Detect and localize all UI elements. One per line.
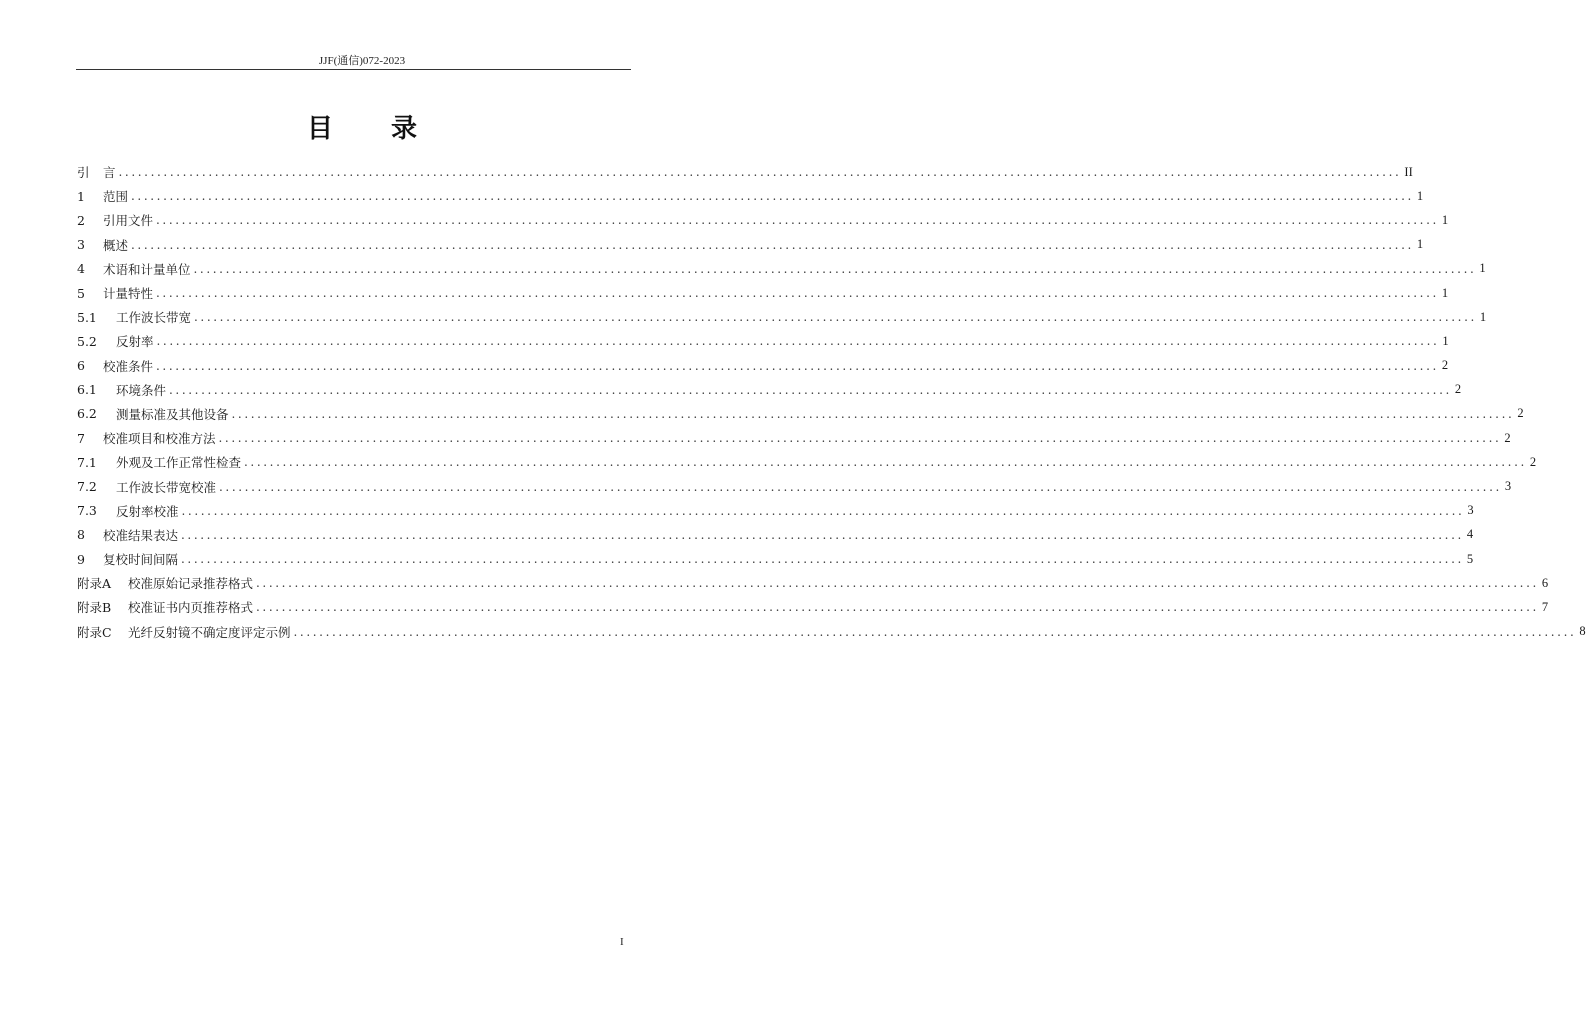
toc-leader-dots: ........................................................................................................................................................................................................ (156, 358, 1439, 373)
toc-item-number: 5 (77, 285, 85, 301)
toc-item-number: 7.2 (77, 479, 97, 495)
toc-item-title: 校准结果表达 (103, 527, 179, 543)
toc-item-title: 工作波长带宽校准 (116, 479, 217, 495)
toc-item[interactable] (77, 184, 1424, 208)
toc-item-page: 7 (1541, 599, 1549, 614)
toc-leader-dots: ........................................................................................................................................................................................................ (156, 213, 1439, 228)
toc-item-title: 计量特性 (103, 286, 154, 302)
toc-leader-dots: ........................................................................................................................................................................................................ (118, 165, 1402, 180)
toc-item[interactable] (77, 233, 1424, 257)
toc-item-number: 6.1 (77, 382, 97, 398)
toc-leader-dots: ........................................................................................................................................................................................................ (256, 600, 1539, 615)
toc-item-title: 校准项目和校准方法 (103, 431, 216, 447)
toc-item-number: 7 (77, 430, 85, 446)
toc-item-page: 1 (1441, 212, 1449, 227)
toc-item-number: 1 (77, 188, 85, 204)
toc-item-title: 概述 (103, 237, 129, 253)
toc-item-page: II (1404, 164, 1413, 179)
toc-item-number: 引 (77, 165, 90, 181)
toc-item[interactable] (77, 523, 1474, 547)
toc-item-page: 1 (1416, 237, 1424, 252)
toc-leader-dots: ........................................................................................................................................................................................................ (219, 479, 1502, 494)
header-rule (76, 69, 631, 70)
toc-list (77, 160, 1586, 644)
toc-leader-dots: ........................................................................................................................................................................................................ (218, 431, 1502, 446)
toc-item[interactable] (77, 547, 1474, 571)
toc-item-page: 2 (1504, 430, 1511, 445)
toc-item-number: 6 (77, 358, 85, 374)
toc-item-title: 范围 (103, 189, 129, 205)
toc-item-page: 2 (1454, 382, 1462, 397)
toc-leader-dots: ........................................................................................................................................................................................................ (193, 261, 1477, 276)
toc-item[interactable] (77, 281, 1449, 305)
toc-item[interactable] (77, 402, 1524, 426)
toc-item-page: 2 (1529, 454, 1537, 469)
toc-item[interactable] (77, 257, 1486, 281)
toc-item[interactable] (77, 499, 1474, 523)
toc-item[interactable] (77, 595, 1549, 619)
toc-item-page: 1 (1441, 285, 1449, 300)
toc-item[interactable] (77, 305, 1487, 329)
document-code: JJF(通信)072-2023 (318, 55, 406, 67)
toc-item-title: 复校时间间隔 (103, 552, 179, 568)
toc-item-page: 8 (1579, 624, 1586, 639)
toc-item-number: 3 (77, 237, 85, 253)
toc-item-page: 1 (1442, 333, 1449, 348)
toc-leader-dots: ........................................................................................................................................................................................................ (156, 334, 1440, 349)
toc-item-number: 9 (77, 551, 85, 567)
toc-item[interactable] (77, 450, 1537, 474)
toc-item-number: 5.2 (77, 333, 97, 349)
toc-item-page: 1 (1416, 188, 1424, 203)
toc-item[interactable] (77, 329, 1449, 353)
toc-item-page: 3 (1467, 503, 1474, 518)
toc-item-number: 8 (77, 527, 85, 543)
toc-item-number: 7.1 (77, 454, 97, 470)
toc-leader-dots: ........................................................................................................................................................................................................ (181, 503, 1465, 518)
toc-item-page: 6 (1541, 575, 1549, 590)
toc-item-page: 5 (1466, 551, 1474, 566)
toc-leader-dots: ........................................................................................................................................................................................................ (181, 552, 1464, 567)
toc-item-number: 附录A (77, 576, 112, 592)
toc-item-page: 2 (1517, 406, 1524, 421)
toc-item[interactable] (77, 474, 1512, 498)
toc-item-page: 4 (1466, 527, 1474, 542)
toc-item-number: 7.3 (77, 503, 97, 519)
toc-item-title: 工作波长带宽 (116, 310, 192, 326)
toc-item-title: 言 (103, 165, 116, 181)
toc-item-title: 测量标准及其他设备 (116, 406, 229, 422)
page-number: I (620, 936, 624, 948)
toc-leader-dots: ........................................................................................................................................................................................................ (169, 382, 1452, 397)
toc-item[interactable] (77, 354, 1449, 378)
toc-item[interactable] (77, 571, 1549, 595)
toc-item-number: 附录B (77, 600, 112, 616)
toc-item-title: 反射率 (116, 334, 154, 350)
toc-item[interactable] (77, 208, 1449, 232)
toc-item-page: 1 (1479, 309, 1487, 324)
toc-item-page: 1 (1479, 261, 1486, 276)
toc-leader-dots: ........................................................................................................................................................................................................ (131, 237, 1414, 252)
toc-item-page: 3 (1504, 479, 1512, 494)
toc-leader-dots: ........................................................................................................................................................................................................ (194, 310, 1477, 325)
toc-item-title: 外观及工作正常性检查 (116, 455, 242, 471)
toc-leader-dots: ........................................................................................................................................................................................................ (181, 527, 1464, 542)
toc-item[interactable] (77, 426, 1511, 450)
toc-item-title: 术语和计量单位 (103, 261, 191, 277)
toc-item-number: 附录C (77, 624, 112, 640)
toc-item-title: 反射率校准 (116, 503, 179, 519)
toc-leader-dots: ........................................................................................................................................................................................................ (244, 455, 1527, 470)
toc-item[interactable] (77, 160, 1413, 184)
page-title: 目录 (306, 114, 475, 144)
toc-item-title: 环境条件 (116, 382, 167, 398)
toc-item-title: 校准证书内页推荐格式 (128, 600, 254, 616)
toc-item-title: 光纤反射镜不确定度评定示例 (128, 624, 291, 640)
toc-item-title: 校准条件 (103, 358, 154, 374)
toc-item[interactable] (77, 378, 1462, 402)
toc-item-number: 6.2 (77, 406, 97, 422)
toc-item-number: 4 (77, 261, 85, 277)
toc-leader-dots: ........................................................................................................................................................................................................ (131, 189, 1414, 204)
toc-item[interactable] (77, 620, 1586, 644)
toc-item-number: 2 (77, 212, 85, 228)
toc-leader-dots: ........................................................................................................................................................................................................ (231, 406, 1515, 421)
toc-leader-dots: ........................................................................................................................................................................................................ (293, 624, 1577, 639)
toc-leader-dots: ........................................................................................................................................................................................................ (156, 286, 1439, 301)
toc-item-title: 校准原始记录推荐格式 (128, 576, 254, 592)
toc-leader-dots: ........................................................................................................................................................................................................ (256, 576, 1539, 591)
toc-item-title: 引用文件 (103, 213, 154, 229)
toc-item-number: 5.1 (77, 309, 97, 325)
toc-item-page: 2 (1441, 358, 1449, 373)
